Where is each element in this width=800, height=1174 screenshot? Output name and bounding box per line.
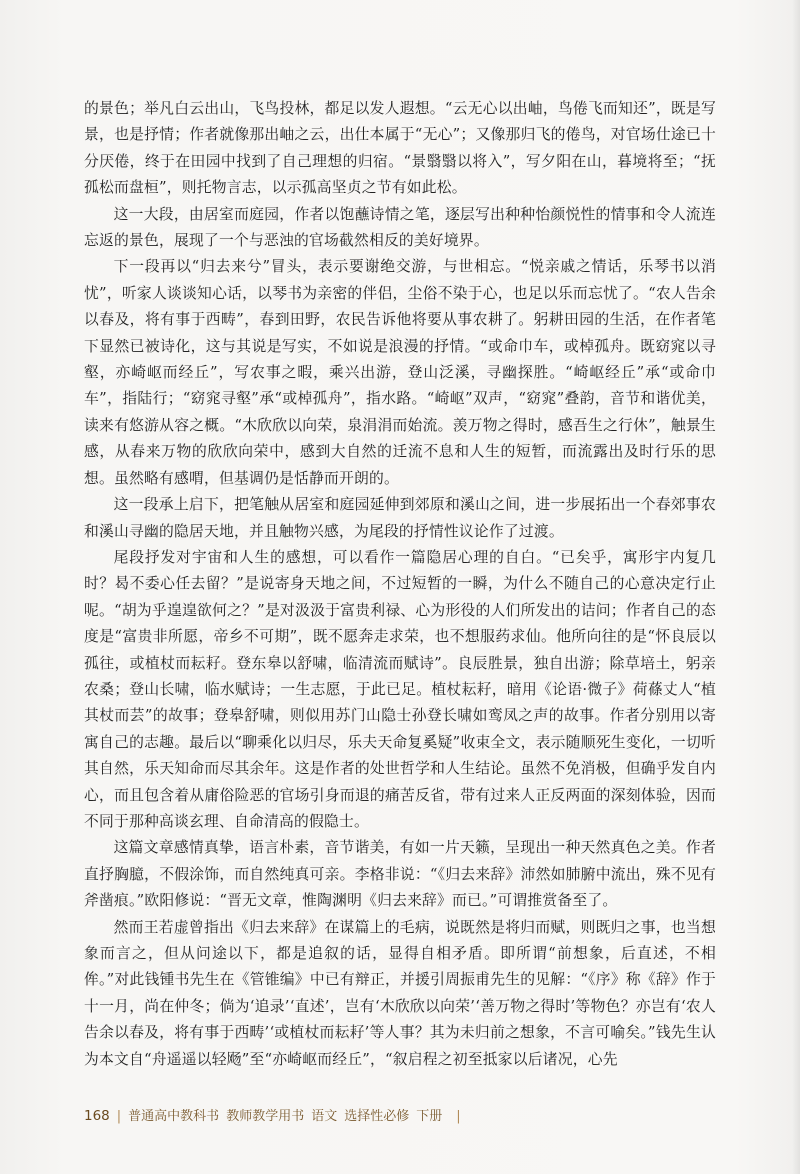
paragraph: 下一段再以“归去来兮”冒头，表示要谢绝交游，与世相忘。“悦亲戚之情话，乐琴书以消忧”，听家人谈谈知心话，以琴书为亲密的伴侣，尘俗不染于心，也足以乐而忘忧了。“农人告余以春及，将有事于西畴”，春到田野，农民告诉他将要从事农耕了。躬耕田园的生活，在作者笔下显然已被诗化，这与其说是写实，不如说是浪漫的抒情。“或命巾车，或棹孤舟。既窈窕以寻壑，亦崎岖而经丘”，写农事之暇，乘兴出游，登山泛溪，寻幽探胜。“崎岖经丘”承“或命巾车”，指陆行；“窈窕寻壑”承“或棹孤舟”，指水路。“崎岖”双声，“窈窕”叠韵，音节和谐优美，读来有悠游从容之概。“木欣欣以向荣，泉涓涓而始流。羡万物之得时，感吾生之行休”，触景生感，从春来万物的欣欣向荣中，感到大自然的迁流不息和人生的短暂，而流露出及时行乐的思想。虽然略有感喟，但基调仍是恬静而开朗的。 xyxy=(84,258,716,487)
page-footer xyxy=(84,1106,716,1126)
paragraph: 这一大段，由居室而庭园，作者以饱蘸诗情之笔，逐层写出种种怡颜悦性的情事和令人流连忘返的景色，展现了一个与恶浊的官场截然相反的美好境界。 xyxy=(84,205,716,250)
footer-separator-end: | xyxy=(456,1109,461,1124)
footer-book-type: 教师教学用书 xyxy=(226,1109,305,1124)
footer-separator: | xyxy=(116,1109,122,1124)
paragraph: 尾段抒发对宇宙和人生的感想，可以看作一篇隐居心理的自白。“已矣乎，寓形宇内复几时？曷不委心任去留？”是说寄身天地之间，不过短暂的一瞬，为什么不随自己的心意决定行止呢。“胡为乎遑遑欲何之？”是对汲汲于富贵利禄、心为形役的人们所发出的诘问；作者自己的态度是“富贵非所愿，帝乡不可期”，既不愿奔走求荣，也不想服药求仙。他所向往的是“怀良辰以孤往，或植杖而耘耔。登东皋以舒啸，临清流而赋诗”。良辰胜景，独自出游；除草培土，躬亲农桑；登山长啸，临水赋诗；一生志愿，于此已足。植杖耘耔，暗用《论语·微子》荷蓧丈人“植其杖而芸”的故事；登皋舒啸，则似用苏门山隐士孙登长啸如鸾凤之声的故事。作者分别用以寄寓自己的志趣。最后以“聊乘化以归尽，乐夫天命复奚疑”收束全文，表示随顺死生变化，一切听其自然，乐天知命而尽其余年。这是作者的处世哲学和人生结论。虽然不免消极，但确乎发自内心，而且包含着从庸俗险恶的官场引身而退的痛苦反省，带有过来人正反两面的深刻体验，因而不同于那种高谈玄理、自命清高的假隐士。 xyxy=(84,548,716,830)
page-edge-shadow xyxy=(792,0,800,1174)
footer-series: 普通高中教科书 xyxy=(128,1109,220,1124)
paragraph-continuation: 的景色；举凡白云出山，飞鸟投林，都足以发人遐想。“云无心以出岫，鸟倦飞而知还”，既是写景，也是抒情；作者就像那出岫之云，出仕本属于“无心”；又像那归飞的倦鸟，对官场仕途已十分厌倦，终于在田园中找到了自己理想的归宿。“景翳翳以将入”，写夕阳在山，暮境将至；“抚孤松而盘桓”，则托物言志，以示孤高坚贞之节有如此松。 xyxy=(84,100,716,197)
footer-volume: 下册 xyxy=(416,1109,443,1124)
paragraph: 这一段承上启下，把笔触从居室和庭园延伸到郊原和溪山之间，进一步展拓出一个春郊事农和溪山寻幽的隐居天地，并且触物兴感，为尾段的抒情性议论作了过渡。 xyxy=(84,496,716,540)
footer-subject: 语文 xyxy=(311,1109,338,1124)
footer-course: 选择性必修 xyxy=(344,1109,410,1124)
body-text xyxy=(84,96,716,1073)
paragraph: 这篇文章感情真挚，语言朴素，音节谐美，有如一片天籁，呈现出一种天然真色之美。作者直抒胸臆，不假涂饰，而自然纯真可亲。李格非说：“《归去来辞》沛然如肺腑中流出，殊不见有斧凿痕。”欧阳修说：“晋无文章，惟陶渊明《归去来辞》而已。”可谓推赏备至了。 xyxy=(84,839,716,910)
paragraph: 然而王若虚曾指出《归去来辞》在谋篇上的毛病，说既然是将归而赋，则既归之事，也当想象而言之，但从问途以下，都是追叙的话，显得自相矛盾。即所谓“前想象，后直述，不相侔。”对此钱锺书先生在《管锥编》中已有辩正，并援引周振甫先生的见解：“《序》称《辞》作于十一月，尚在仲冬；倘为‘追录’‘直述’，岂有‘木欣欣以向荣’‘善万物之得时’等物色？亦岂有‘农人告余以春及，将有事于西畴’‘或植杖而耘耔’等人事？其为未归前之想象，不言可喻矣。”钱先生认为本文自“舟遥遥以轻飏”至“亦崎岖而经丘”，“叙启程之初至抵家以后诸况，心先 xyxy=(84,918,716,1068)
page-number: 168 xyxy=(84,1108,110,1124)
